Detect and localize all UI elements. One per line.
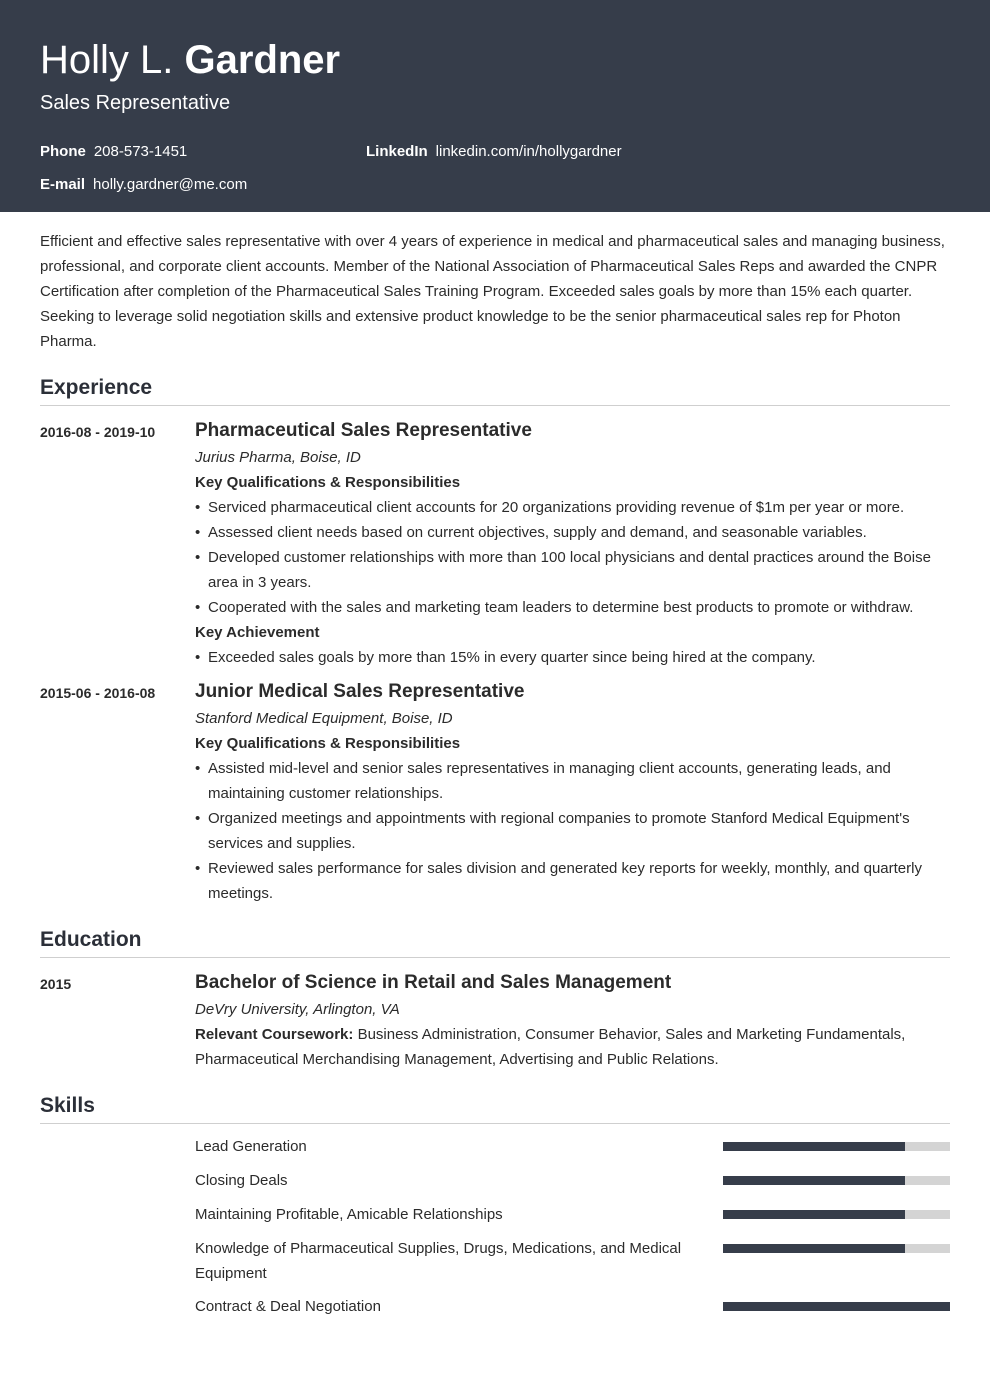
qualifications-heading: Key Qualifications & Responsibilities — [195, 735, 461, 752]
list-item: • Developed customer relationships with more than 100 local physicians and dental practices around the Boise area in 3 years. — [195, 545, 950, 595]
skill-row — [195, 1134, 950, 1159]
list-item: • Serviced pharmaceutical client accounts for 20 organizations providing revenue of $1m per year or more. — [195, 495, 950, 520]
experience-entry — [40, 419, 950, 670]
skill-level-fill — [723, 1210, 905, 1219]
job-title: Junior Medical Sales Representative — [195, 681, 525, 702]
email-label: E-mail — [40, 176, 86, 193]
skill-name: Knowledge of Pharmaceutical Supplies, Drugs, Medications, and Medical Equipment — [195, 1240, 682, 1282]
coursework-text: Business Administration, Consumer Behavior, Sales and Marketing Fundamentals, Pharmaceutical Merchandising Management, Advertising and Public Relations. — [195, 1026, 906, 1068]
list-item: • Cooperated with the sales and marketing team leaders to determine best products to promote or withdraw. — [195, 595, 950, 620]
job-date: 2016-08 - 2019-10 — [40, 424, 156, 440]
linkedin-value[interactable]: linkedin.com/in/hollygardner — [435, 143, 622, 160]
first-name: Holly L. — [40, 38, 174, 82]
coursework — [195, 1022, 950, 1072]
skill-row — [195, 1236, 950, 1286]
skill-name: Closing Deals — [195, 1172, 288, 1189]
list-item: • Assisted mid-level and senior sales representatives in managing client accounts, generating leads, and maintaining customer relationships. — [195, 756, 950, 806]
education-section — [40, 927, 950, 1072]
linkedin-label: LinkedIn — [366, 143, 428, 160]
contact-linkedin — [366, 143, 622, 161]
company-name: Stanford Medical Equipment, Boise, ID — [195, 710, 453, 727]
list-item: • Exceeded sales goals by more than 15% in every quarter since being hired at the company. — [195, 645, 950, 670]
job-date: 2015-06 - 2016-08 — [40, 685, 156, 701]
skill-row — [195, 1294, 950, 1319]
achievement-list — [195, 645, 950, 670]
skill-row — [195, 1168, 950, 1193]
skills-heading: Skills — [40, 1094, 95, 1117]
skills-section — [40, 1093, 950, 1319]
skill-name: Lead Generation — [195, 1138, 307, 1155]
education-date: 2015 — [40, 976, 72, 992]
list-item: • Reviewed sales performance for sales division and generated key reports for weekly, monthly, and quarterly meetings. — [195, 856, 950, 906]
summary-paragraph: Efficient and effective sales representative with over 4 years of experience in medical and pharmaceutical sales and managing business, professional, and corporate client accounts. Member of the National Association of Pharmaceutical Sales Reps and awarded the CNPR Certification after completion of the Pharmaceutical Sales Training Program. Exceeded sales goals by more than 15% each quarter. Seeking to leverage solid negotiation skills and extensive product knowledge to be the senior pharmaceutical sales rep for Photon Pharma. — [40, 233, 945, 350]
skill-level-bar — [723, 1244, 950, 1253]
school-name: DeVry University, Arlington, VA — [195, 1001, 400, 1018]
section-divider — [40, 405, 950, 406]
list-item: • Organized meetings and appointments with regional companies to promote Stanford Medical Equipment's services and supplies. — [195, 806, 950, 856]
responsibility-list — [195, 756, 950, 906]
last-name: Gardner — [184, 38, 341, 82]
skill-level-fill — [723, 1142, 905, 1151]
contact-email — [40, 176, 247, 194]
qualifications-heading: Key Qualifications & Responsibilities — [195, 474, 461, 491]
education-entry — [40, 971, 950, 1072]
skill-name: Maintaining Profitable, Amicable Relationships — [195, 1206, 503, 1223]
section-divider — [40, 957, 950, 958]
skill-level-bar — [723, 1302, 950, 1311]
coursework-label: Relevant Coursework: — [195, 1026, 354, 1043]
resume-header — [0, 0, 990, 212]
experience-entry — [40, 680, 950, 906]
contact-phone — [40, 143, 187, 161]
company-name: Jurius Pharma, Boise, ID — [195, 449, 361, 466]
skill-level-bar — [723, 1176, 950, 1185]
responsibility-list — [195, 495, 950, 620]
job-title: Pharmaceutical Sales Representative — [195, 420, 532, 441]
resume-content — [0, 229, 990, 1319]
list-item: • Assessed client needs based on current objectives, supply and demand, and seasonable variables. — [195, 520, 950, 545]
skill-level-fill — [723, 1302, 950, 1311]
experience-heading: Experience — [40, 376, 153, 399]
phone-label: Phone — [40, 143, 86, 160]
achievement-heading: Key Achievement — [195, 624, 320, 641]
experience-section — [40, 375, 950, 906]
email-value[interactable]: holly.gardner@me.com — [93, 176, 248, 193]
job-title-headline: Sales Representative — [40, 92, 231, 114]
skill-level-bar — [723, 1142, 950, 1151]
skills-list — [40, 1134, 950, 1319]
skill-name: Contract & Deal Negotiation — [195, 1298, 381, 1315]
degree-title: Bachelor of Science in Retail and Sales Management — [195, 972, 672, 993]
skill-level-fill — [723, 1244, 905, 1253]
skill-row — [195, 1202, 950, 1227]
skill-level-bar — [723, 1210, 950, 1219]
phone-value: 208-573-1451 — [93, 143, 188, 160]
skill-level-fill — [723, 1176, 905, 1185]
candidate-name — [40, 36, 950, 84]
section-divider — [40, 1123, 950, 1124]
education-heading: Education — [40, 928, 142, 951]
